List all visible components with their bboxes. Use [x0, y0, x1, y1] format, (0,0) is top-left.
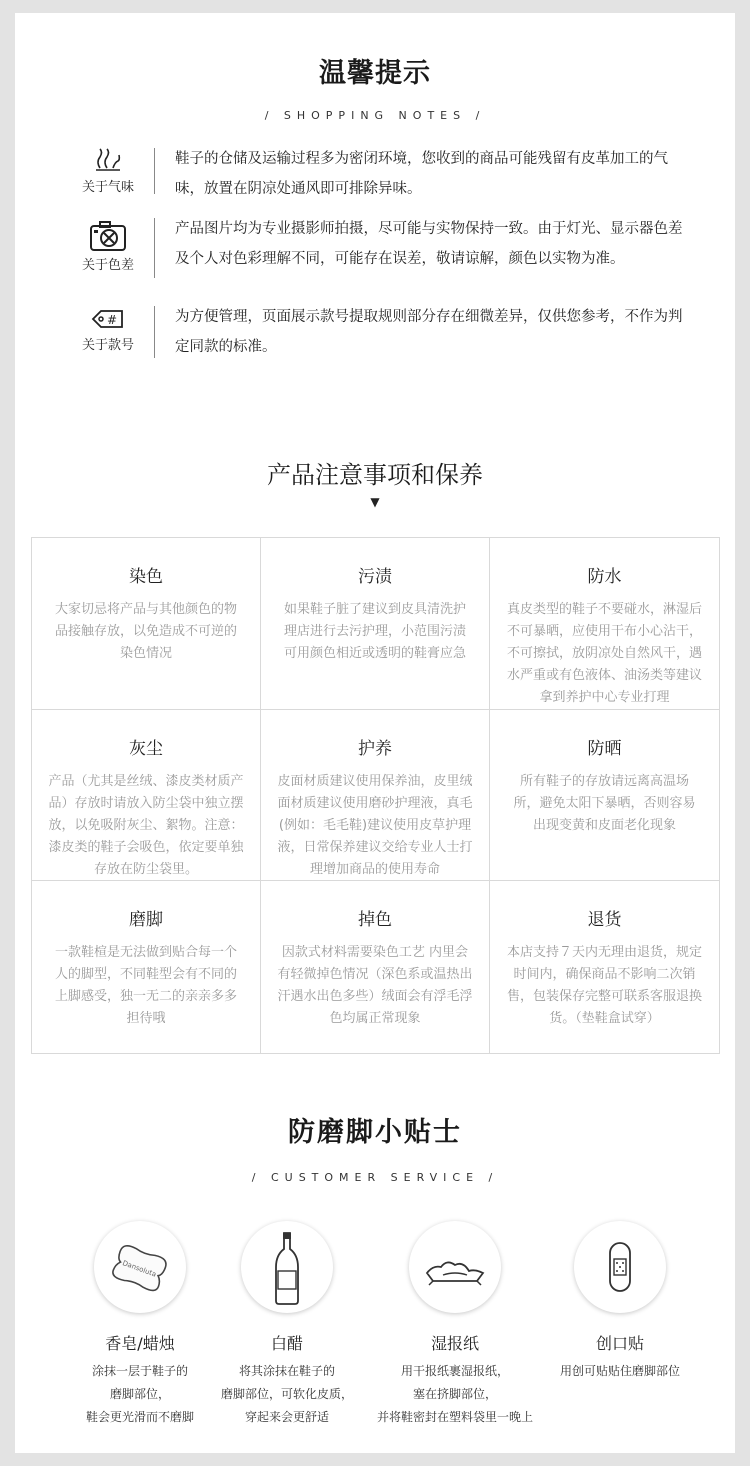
care-heading: 灰尘 — [129, 739, 163, 759]
page-subtitle: / SHOPPING NOTES / — [264, 109, 486, 122]
care-heading: 磨脚 — [129, 910, 163, 930]
care-cell — [490, 881, 719, 1053]
care-cell — [490, 710, 719, 881]
tip-desc: 将其涂抹在鞋子的 磨脚部位，可软化皮质， 穿起来会更舒适 — [220, 1364, 353, 1424]
note-color — [65, 218, 695, 306]
notes-list — [65, 148, 695, 376]
tag-icon — [65, 308, 151, 332]
tip-item — [197, 1221, 377, 1429]
tips-subtitle: / CUSTOMER SERVICE / — [251, 1171, 499, 1184]
care-heading: 防晒 — [587, 739, 622, 759]
divider — [154, 148, 155, 194]
care-cell — [32, 881, 261, 1053]
care-cell — [490, 538, 719, 710]
note-label: 关于气味 — [81, 180, 134, 195]
care-title: 产品注意事项和保养 — [267, 461, 483, 489]
note-text: 为方便管理，页面展示款号提取规则部分存在细微差异，仅供您参考，不作为判定同款的标准。 — [175, 309, 683, 355]
tip-item — [530, 1221, 710, 1383]
care-body: 因款式材料需要染色工艺 内里会有轻微掉色情况（深色系或温热出汗遇水出色多些）绒面会有浮毛浮色均属正常现象 — [277, 945, 473, 1026]
page-title: 温馨提示 — [319, 58, 431, 89]
soap-icon — [94, 1221, 186, 1313]
care-body: 真皮类型的鞋子不要碰水，淋湿后不可暴晒，应使用干布小心沾干，不可擦拭，放阴凉处自然风干，遇水严重或有色液体、油汤类等建议拿到养护中心专业打理 — [506, 602, 702, 705]
note-text: 鞋子的仓储及运输过程多为密闭环境，您收到的商品可能残留有皮革加工的气味，放置在阴凉处通风即可排除异味。 — [175, 151, 668, 197]
care-body: 皮面材质建议使用保养油，皮里绒面材质建议使用磨砂护理液，真毛(例如：毛毛鞋)建议使用皮草护理液，日常保养建议交给专业人士打理增加商品的使用寿命 — [277, 774, 473, 877]
note-text: 产品图片均为专业摄影师拍摄，尽可能与实物保持一致。由于灯光、显示器色差及个人对色彩理解不同，可能存在误差，敬请谅解，颜色以实物为准。 — [175, 221, 683, 267]
tip-name: 白醋 — [270, 1334, 303, 1353]
care-body: 产品（尤其是丝绒、漆皮类材质产品）存放时请放入防尘袋中独立摆放，以免吸附灰尘、絮物。注意：漆皮类的鞋子会吸色，依定要单独存放在防尘袋里。 — [48, 774, 244, 877]
tip-desc: 涂抹一层于鞋子的 磨脚部位， 鞋会更光滑而不磨脚 — [85, 1364, 194, 1424]
tip-name: 湿报纸 — [430, 1334, 479, 1353]
tips-title: 防磨脚小贴士 — [288, 1117, 462, 1148]
tip-desc: 用创可贴贴住磨脚部位 — [559, 1364, 680, 1378]
note-label: 关于色差 — [81, 258, 134, 273]
tip-item — [365, 1221, 545, 1429]
care-heading: 护养 — [358, 739, 392, 759]
wet-tissue-icon — [409, 1221, 501, 1313]
note-style-number — [65, 306, 695, 376]
vinegar-bottle-icon — [241, 1221, 333, 1313]
tip-name: 创口贴 — [595, 1334, 644, 1353]
smell-icon — [65, 148, 151, 174]
care-grid — [31, 537, 720, 1054]
bandage-icon — [574, 1221, 666, 1313]
care-body: 一款鞋楦是无法做到贴合每一个人的脚型，不同鞋型会有不同的上脚感受，独一无二的亲亲多多担待哦 — [54, 945, 237, 1026]
care-body: 如果鞋子脏了建议到皮具清洗护理店进行去污护理，小范围污渍可用颜色相近或透明的鞋膏应急 — [283, 602, 466, 661]
note-label: 关于款号 — [81, 338, 134, 353]
note-smell — [65, 148, 695, 218]
divider — [154, 218, 155, 278]
care-cell — [261, 881, 490, 1053]
tip-name: 香皂/蜡烛 — [105, 1334, 175, 1353]
page-panel — [15, 13, 735, 1453]
soap-brand-text: Dansoluta — [121, 1259, 158, 1279]
care-cell — [32, 710, 261, 881]
care-body: 大家切忌将产品与其他颜色的物品接触存放，以免造成不可逆的染色情况 — [54, 602, 237, 661]
tip-desc: 用干报纸裹湿报纸， 塞在挤脚部位， 并将鞋密封在塑料袋里一晚上 — [376, 1364, 533, 1424]
camera-icon — [65, 220, 151, 252]
svg-text:#: # — [107, 313, 118, 327]
care-heading: 掉色 — [358, 910, 392, 930]
care-heading: 染色 — [129, 567, 163, 587]
care-heading: 防水 — [587, 567, 622, 587]
divider — [154, 306, 155, 358]
care-heading: 退货 — [587, 910, 622, 930]
care-cell — [261, 538, 490, 710]
down-arrow-icon: ▼ — [370, 495, 380, 509]
care-body: 本店支持７天内无理由退货，规定时间内，确保商品不影响二次销售，包装保存完整可联系客服退换货。（垫鞋盒试穿） — [506, 945, 702, 1026]
care-heading: 污渍 — [358, 567, 392, 587]
care-cell — [261, 710, 490, 881]
care-cell — [32, 538, 261, 710]
care-body: 所有鞋子的存放请远离高温场所，避免太阳下暴晒，否则容易出现变黄和皮面老化现象 — [513, 774, 696, 833]
